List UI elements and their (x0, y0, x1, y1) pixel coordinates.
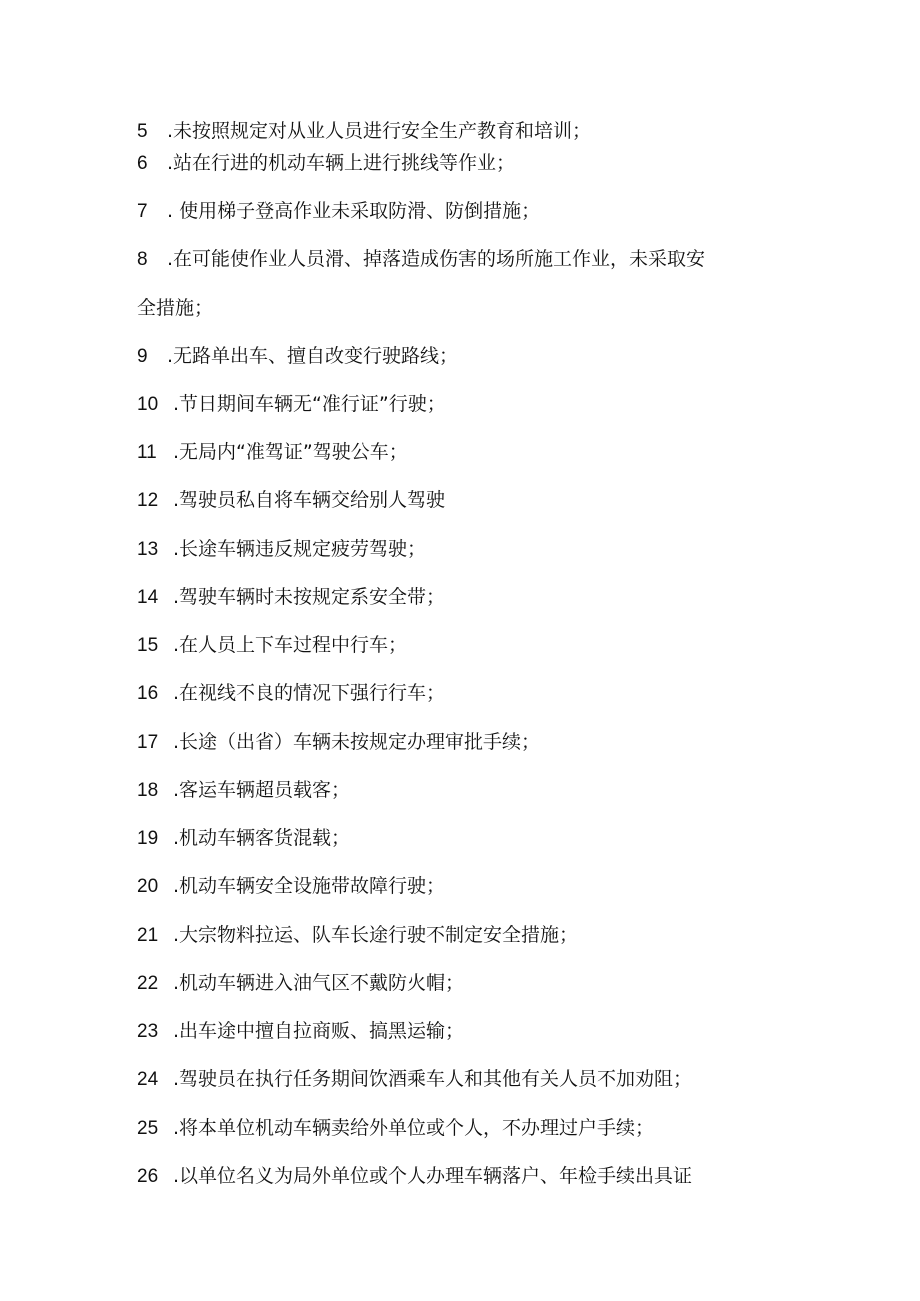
item-text: .驾驶员私自将车辆交给别人驾驶 (173, 489, 446, 511)
item-number: 17 (137, 732, 159, 753)
item-text: .驾驶员在执行任务期间饮酒乘车人和其他有关人员不加劝阻； (173, 1068, 693, 1090)
item-text: .未按照规定对从业人员进行安全生产教育和培训； (167, 120, 592, 142)
item-text: .长途车辆违反规定疲劳驾驶； (173, 538, 427, 560)
item-number: 11 (137, 442, 157, 463)
item-number: 7 (137, 201, 148, 222)
list-item (137, 777, 350, 804)
item-text: .机动车辆客货混载； (173, 827, 351, 849)
list-item (137, 536, 426, 563)
list-item (137, 246, 705, 273)
item-text: .以单位名义为局外单位或个人办理车辆落户、年检手续出具证 (173, 1165, 693, 1187)
item-number: 24 (137, 1069, 159, 1090)
list-item (137, 150, 515, 177)
list-item (137, 1018, 464, 1045)
item-number: 19 (137, 828, 159, 849)
list-item (137, 1163, 692, 1190)
item-number: 15 (137, 635, 159, 656)
item-text: .站在行进的机动车辆上进行挑线等作业； (167, 152, 516, 174)
item-text: .在视线不良的情况下强行行车； (173, 682, 446, 704)
list-item (137, 729, 540, 756)
item-number: 10 (137, 394, 159, 415)
item-number: 16 (137, 683, 159, 704)
item-number: 23 (137, 1021, 159, 1042)
list-item (137, 118, 591, 145)
item-text: .出车途中擅自拉商贩、搞黑运输； (173, 1020, 465, 1042)
item-text: .无局内“准驾证”驾驶公车； (173, 441, 408, 463)
list-item (137, 680, 445, 707)
item-number: 21 (137, 925, 159, 946)
list-item (137, 439, 408, 466)
item-number: 8 (137, 249, 148, 270)
item-text: 全措施； (137, 297, 214, 319)
item-number: 12 (137, 490, 159, 511)
list-item (137, 487, 445, 514)
item-text: .机动车辆安全设施带故障行驶； (173, 875, 446, 897)
item-number: 25 (137, 1118, 159, 1139)
list-item (137, 584, 445, 611)
list-item (137, 391, 446, 418)
item-text: .大宗物料拉运、队车长途行驶不制定安全措施； (173, 924, 579, 946)
list-item (137, 1066, 692, 1093)
item-text: .节日期间车辆无“准行证”行驶； (173, 393, 446, 415)
item-number: 9 (137, 346, 148, 367)
item-text: .驾驶车辆时未按规定系安全带； (173, 586, 446, 608)
item-text: .将本单位机动车辆卖给外单位或个人，不办理过户手续； (173, 1117, 655, 1139)
list-item (137, 632, 407, 659)
item-text: .客运车辆超员载客； (173, 779, 351, 801)
item-number: 14 (137, 587, 159, 608)
item-number: 6 (137, 153, 148, 174)
item-number: 20 (137, 876, 159, 897)
list-item (137, 1115, 654, 1142)
item-text: .长途（出省）车辆未按规定办理审批手续； (173, 731, 541, 753)
item-number: 22 (137, 973, 159, 994)
list-item (137, 970, 464, 997)
item-text: . 使用梯子登高作业未采取防滑、防倒措施； (167, 200, 541, 222)
item-number: 13 (137, 539, 159, 560)
item-number: 18 (137, 780, 159, 801)
item-text: .机动车辆进入油气区不戴防火帽； (173, 972, 465, 994)
list-item (137, 873, 445, 900)
item-text: .无路单出车、擅自改变行驶路线； (167, 345, 459, 367)
item-text: .在人员上下车过程中行车； (173, 634, 408, 656)
list-item (137, 922, 578, 949)
item-number: 5 (137, 121, 148, 142)
list-item (137, 198, 540, 225)
item-text: .在可能使作业人员滑、掉落造成伤害的场所施工作业，未采取安 (167, 248, 706, 270)
list-item (137, 343, 458, 370)
item-number: 26 (137, 1166, 159, 1187)
list-item-continuation (137, 295, 213, 321)
list-item (137, 825, 350, 852)
